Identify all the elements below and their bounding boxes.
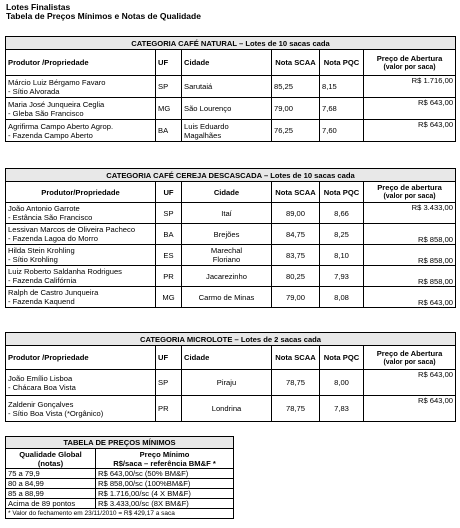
header-preco: Preço de Abertura (valor por saca)	[364, 50, 456, 76]
header-qualidade: Qualidade Global (notas)	[6, 449, 96, 469]
table-row: Hilda Stein Krohling - Sítio Krohling ES Marechal Floriano 83,75 8,10 R$ 858,00	[6, 245, 456, 266]
category-title: CATEGORIA CAFÉ NATURAL – Lotes de 10 sacas cada	[6, 37, 456, 50]
table-row: João Emílio Lisboa - Chácara Boa Vista SP Piraju 78,75 8,00 R$ 643,00	[6, 370, 456, 396]
header-pqc: Nota PQC	[320, 346, 364, 370]
table-row: 75 a 79,9 R$ 643,00/sc (50% BM&F)	[6, 469, 234, 479]
table-row: Agrifirma Campo Aberto Agrop. - Fazenda Campo Aberto BA Luis Eduardo Magalhães 76,25 7,60 R$ 643,00	[6, 120, 456, 142]
category-title: CATEGORIA MICROLOTE – Lotes de 2 sacas cada	[6, 333, 456, 346]
header-scaa: Nota SCAA	[272, 182, 320, 203]
header-cidade: Cidade	[182, 50, 272, 76]
table-row: Zaldenir Gonçalves - Sítio Boa Vista (*Orgânico) PR Londrina 78,75 7,83 R$ 643,00	[6, 396, 456, 422]
precos-note: * Valor do fechamento em 23/11/2010 = R$ 429,17 a saca	[6, 509, 234, 519]
header-preco-minimo: Preço Mínimo R$/saca – referência BM&F *	[96, 449, 234, 469]
header-produtor: Produtor /Propriedade	[6, 50, 156, 76]
category-natural-table	[5, 36, 456, 142]
heading-line2: Tabela de Preços Mínimos e Notas de Qualidade	[6, 11, 201, 21]
category-microlote-table	[5, 332, 456, 422]
header-cidade: Cidade	[182, 346, 272, 370]
header-preco: Preço de Abertura (valor por saca)	[364, 346, 456, 370]
table-row: Luiz Roberto Saldanha Rodrigues - Fazenda Califórnia PR Jacarezinho 80,25 7,93 R$ 858,00	[6, 266, 456, 287]
header-uf: UF	[156, 182, 182, 203]
header-produtor: Produtor /Propriedade	[6, 346, 156, 370]
header-uf: UF	[156, 50, 182, 76]
table-row: Márcio Luiz Bérgamo Favaro - Sítio Alvorada SP Sarutaiá 85,25 8,15 R$ 1.716,00	[6, 76, 456, 98]
precos-title: TABELA DE PREÇOS MÍNIMOS	[6, 437, 234, 449]
heading-line1: Lotes Finalistas	[6, 2, 71, 12]
header-pqc: Nota PQC	[320, 182, 364, 203]
precos-minimos-table	[5, 436, 234, 519]
header-scaa: Nota SCAA	[272, 50, 320, 76]
header-scaa: Nota SCAA	[272, 346, 320, 370]
header-preco: Preço de abertura (valor por saca)	[364, 182, 456, 203]
table-row: 85 a 88,99 R$ 1.716,00/sc (4 X BM&F)	[6, 489, 234, 499]
category-title: CATEGORIA CAFÉ CEREJA DESCASCADA – Lotes de 10 sacas cada	[6, 169, 456, 182]
header-cidade: Cidade	[182, 182, 272, 203]
table-row: Acima de 89 pontos R$ 3.433,00/sc (8X BM&F)	[6, 499, 234, 509]
table-row: Maria José Junqueira Ceglia - Gleba São Francisco MG São Lourenço 79,00 7,68 R$ 643,00	[6, 98, 456, 120]
table-row: Ralph de Castro Junqueira - Fazenda Kaquend MG Carmo de Minas 79,00 8,08 R$ 643,00	[6, 287, 456, 308]
category-cereja-table	[5, 168, 456, 308]
table-row: Lessivan Marcos de Oliveira Pacheco - Fazenda Lagoa do Morro BA Brejões 84,75 8,25 R$ 858,00	[6, 224, 456, 245]
header-produtor: Produtor/Propriedade	[6, 182, 156, 203]
table-row: João Antonio Garrote - Estância São Francisco SP Itaí 89,00 8,66 R$ 3.433,00	[6, 203, 456, 224]
table-row: 80 a 84,99 R$ 858,00/sc (100%BM&F)	[6, 479, 234, 489]
header-uf: UF	[156, 346, 182, 370]
header-pqc: Nota PQC	[320, 50, 364, 76]
